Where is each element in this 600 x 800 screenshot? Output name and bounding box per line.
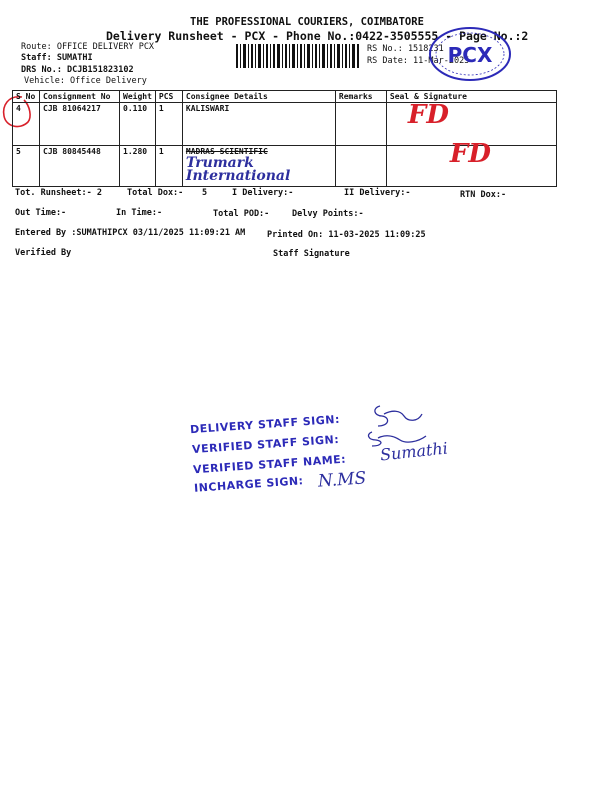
cell-remarks: [335, 103, 386, 146]
seal-text: PCX: [447, 43, 493, 67]
route-label: Route: OFFICE DELIVERY PCX: [21, 42, 155, 52]
runsheet-table: [12, 90, 557, 187]
out-time-label: Out Time:-: [15, 208, 67, 218]
total-pod-label: Total POD:-: [213, 209, 270, 219]
rs-number: RS No.: 1518231: [367, 44, 444, 54]
staff-label: Staff: SUMATHI: [21, 53, 93, 63]
col-weight: Weight: [120, 91, 156, 103]
stamp-delivery-staff-sign: DELIVERY STAFF SIGN:: [189, 412, 341, 437]
rtn-dox-label: RTN Dox:-: [460, 190, 507, 200]
cell-weight: 0.110: [120, 103, 156, 146]
delvy-points-label: Delvy Points:-: [292, 209, 364, 219]
barcode-image: [236, 44, 360, 68]
col-seal-signature: Seal & Signature: [386, 91, 556, 103]
total-dox-value: 5: [202, 188, 208, 198]
tot-runsheet: Tot. Runsheet:- 2: [15, 188, 102, 198]
pcx-seal-stamp: [426, 22, 518, 84]
rs-date: RS Date: 11-Mar-2025: [367, 56, 470, 66]
company-name: THE PROFESSIONAL COURIERS, COIMBATORE: [190, 16, 424, 28]
ii-delivery-label: II Delivery:-: [344, 188, 411, 198]
cell-consignment: CJB 81064217: [40, 103, 120, 146]
staff-signature-label: Staff Signature: [273, 249, 350, 259]
printed-on: Printed On: 11-03-2025 11:09:25: [267, 230, 426, 240]
col-pcs: PCS: [155, 91, 182, 103]
cell-pcs: 1: [155, 103, 182, 146]
cell-consignee: KALISWARI: [182, 103, 335, 146]
col-sno: S No: [13, 91, 40, 103]
cell-remarks: [335, 146, 386, 187]
cell-weight: 1.280: [120, 146, 156, 187]
handwritten-signature: FD: [407, 100, 449, 130]
stamp-incharge-sign: INCHARGE SIGN:: [193, 474, 304, 495]
cell-pcs: 1: [155, 146, 182, 187]
handwritten-consignee: Trumark International: [185, 155, 291, 184]
stamp-verified-staff-sign: VERIFIED STAFF SIGN:: [191, 432, 340, 457]
col-consignee: Consignee Details: [182, 91, 335, 103]
col-remarks: Remarks: [335, 91, 386, 103]
cell-signature: [386, 139, 556, 187]
verified-staff-name-handwritten: Sumathi: [379, 438, 449, 465]
in-time-label: In Time:-: [116, 208, 163, 218]
total-dox-label: Total Dox:-: [127, 188, 184, 198]
incharge-signature-handwritten: N.MS: [317, 468, 367, 492]
handwritten-signature: FD: [449, 139, 491, 169]
verified-by-label: Verified By: [15, 248, 72, 258]
table-row: [13, 146, 557, 187]
cell-consignment: CJB 80845448: [40, 146, 120, 187]
cell-consignee: [182, 146, 335, 187]
drs-number: DRS No.: DCJB151823102: [21, 65, 134, 75]
consignee-struck-name: MADRAS SCIENTIFIC: [185, 147, 268, 156]
i-delivery-label: I Delivery:-: [232, 188, 294, 198]
cell-sno: 4: [13, 103, 40, 146]
col-consignment: Consignment No: [40, 91, 120, 103]
entered-by: Entered By :SUMATHIPCX 03/11/2025 11:09:21 AM: [15, 228, 246, 238]
document-title: Delivery Runsheet - PCX - Phone No.:0422-3505555 - Page No.:2: [106, 29, 529, 43]
cell-sno: 5: [13, 146, 40, 187]
stamp-verified-staff-name: VERIFIED STAFF NAME:: [192, 452, 347, 477]
vehicle-label: Vehicle: Office Delivery: [24, 76, 147, 86]
